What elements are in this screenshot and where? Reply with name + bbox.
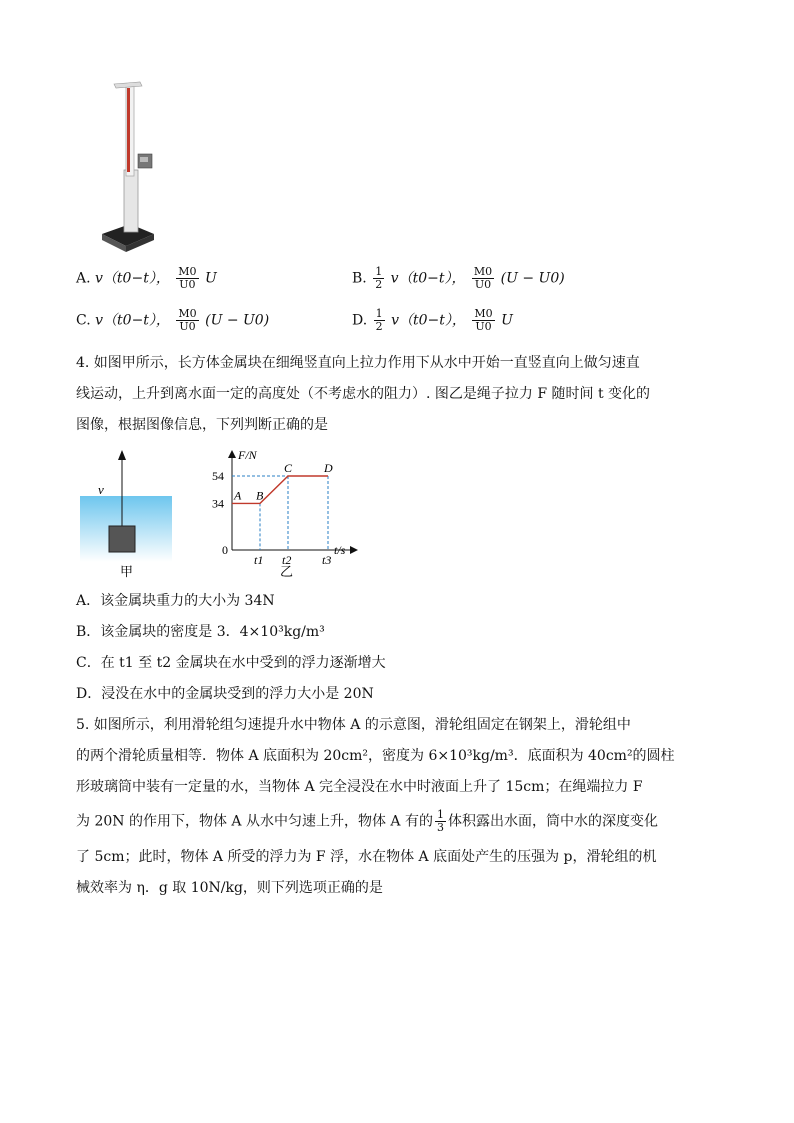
point-label-B: B bbox=[256, 488, 264, 503]
x-tick-label-t3: t3 bbox=[322, 553, 332, 567]
q4-stem-line-3: 图像，根据图像信息，下列判断正确的是 bbox=[76, 417, 328, 433]
y-axis-label: F/N bbox=[238, 448, 257, 462]
q4-option-a: A．该金属块重力的大小为 34N bbox=[76, 593, 275, 609]
point-label-A: A bbox=[234, 488, 242, 503]
q4-stem-line-1: 4. 如图甲所示，长方体金属块在细绳竖直向上拉力作用下从水中开始一直竖直向上做匀速直 bbox=[76, 355, 640, 371]
x-axis-label: t/s bbox=[334, 543, 346, 557]
q5-line-1: 5. 如图所示，利用滑轮组匀速提升水中物体 A 的示意图，滑轮组固定在钢架上，滑轮组中 bbox=[76, 717, 631, 733]
q4-stem-line-2: 线运动，上升到离水面一定的高度处（不考虑水的阻力）. 图乙是绳子拉力 F 随时间 t 变化的 bbox=[76, 386, 651, 402]
figure-yi-chart bbox=[200, 446, 370, 580]
y-tick-label-54: 54 bbox=[212, 469, 224, 483]
metal-block bbox=[109, 526, 135, 552]
q3-option-b: B. $\frac{1}{2}$ v（t0−t）， $\frac{M0}{U0}$ (U − U0) bbox=[352, 265, 565, 291]
q5-line-3: 形玻璃筒中装有一定量的水，当物体 A 完全浸没在水中时液面上升了 15cm；在绳端拉力 F bbox=[76, 779, 643, 795]
q5-frac-den: 3 bbox=[437, 821, 444, 834]
caption-jia: 甲 bbox=[120, 565, 134, 580]
point-label-C: C bbox=[284, 461, 293, 475]
origin-label: 0 bbox=[222, 543, 228, 557]
q3-option-a: A. v（t0−t）， $\frac{M0}{U0}$ U bbox=[76, 265, 217, 291]
point-label-D: D bbox=[324, 461, 333, 475]
velocity-label: v bbox=[98, 482, 104, 497]
q4-option-c: C．在 t1 至 t2 金属块在水中受到的浮力逐渐增大 bbox=[76, 655, 386, 671]
q5-line-4-a: 为 20N 的作用下，物体 A 从水中匀速上升，物体 A 有的 bbox=[76, 813, 433, 830]
figure-jia bbox=[76, 446, 176, 580]
force-series-line bbox=[232, 476, 328, 503]
q5-line-5: 了 5cm；此时，物体 A 所受的浮力为 F 浮，水在物体 A 底面处产生的压强为 p，滑轮组的机 bbox=[76, 849, 657, 865]
q5-line-2: 的两个滑轮质量相等．物体 A 底面积为 20cm²，密度为 6×10³kg/m³．底面积为 40cm²的圆柱 bbox=[76, 748, 675, 764]
q5-line-4-b: 体积露出水面，筒中水的深度变化 bbox=[448, 813, 658, 830]
q5-line-6: 械效率为 η．g 取 10N/kg，则下列选项正确的是 bbox=[76, 880, 383, 896]
q3-option-d: D. $\frac{1}{2}$ v（t0−t）， $\frac{M0}{U0}$ U bbox=[352, 307, 513, 333]
x-tick-label-t2: t2 bbox=[282, 553, 292, 567]
x-tick-label-t1: t1 bbox=[254, 553, 264, 567]
caption-yi: 乙 bbox=[280, 565, 294, 580]
y-tick-label-34: 34 bbox=[212, 496, 224, 511]
q4-option-d: D．浸没在水中的金属块受到的浮力大小是 20N bbox=[76, 686, 374, 702]
q5-line-4 bbox=[76, 809, 726, 834]
q4-option-b: B．该金属块的密度是 3．4×10³kg/m³ bbox=[76, 624, 325, 640]
q3-option-c: C. v（t0−t）， $\frac{M0}{U0}$ (U − U0) bbox=[76, 307, 270, 333]
q5-frac-num: 1 bbox=[437, 808, 444, 821]
height-scale-image bbox=[96, 78, 162, 256]
